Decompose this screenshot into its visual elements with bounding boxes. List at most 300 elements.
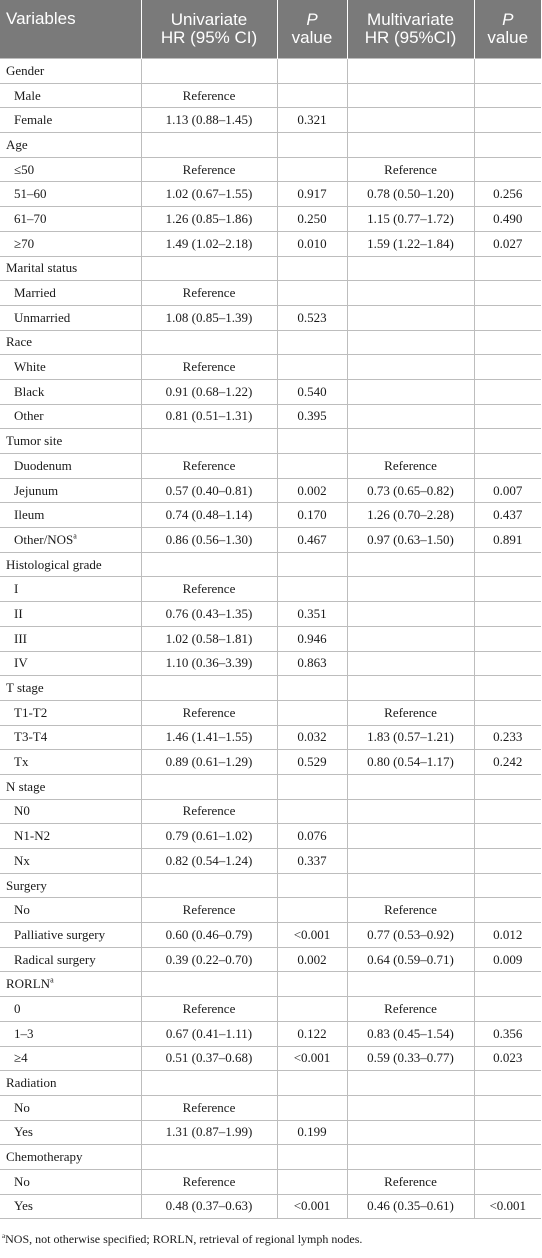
univariate-hr xyxy=(141,774,277,799)
univariate-p-value xyxy=(277,59,347,84)
variable-label xyxy=(0,379,141,404)
multivariate-hr: 1.15 (0.77–1.72) xyxy=(347,207,474,232)
variable-text: Histological grade xyxy=(6,556,102,572)
multivariate-hr xyxy=(347,799,474,824)
multivariate-hr xyxy=(347,1095,474,1120)
table-row xyxy=(0,454,541,479)
multivariate-p-value xyxy=(474,774,541,799)
univariate-hr: 0.67 (0.41–1.11) xyxy=(141,1021,277,1046)
multivariate-hr xyxy=(347,552,474,577)
multivariate-p-value xyxy=(474,626,541,651)
variable-label xyxy=(0,454,141,479)
univariate-p-value: <0.001 xyxy=(277,1194,347,1219)
univariate-p-value xyxy=(277,133,347,158)
univariate-hr: Reference xyxy=(141,157,277,182)
variable-text: RORLN xyxy=(6,976,51,992)
multivariate-hr xyxy=(347,108,474,133)
multivariate-hr xyxy=(347,256,474,281)
footnote-marker: a xyxy=(73,531,77,541)
multivariate-p-value xyxy=(474,429,541,454)
multivariate-p-value xyxy=(474,972,541,997)
univariate-hr xyxy=(141,330,277,355)
variable-label xyxy=(0,83,141,108)
multivariate-hr xyxy=(347,429,474,454)
variable-text: 1–3 xyxy=(14,1025,34,1041)
univariate-hr: 1.02 (0.67–1.55) xyxy=(141,182,277,207)
univariate-p-value: 0.250 xyxy=(277,207,347,232)
table-row xyxy=(0,281,541,306)
footnote xyxy=(2,1232,362,1247)
multivariate-p-value xyxy=(474,157,541,182)
variable-text: Other/NOS xyxy=(14,531,74,547)
variable-text: Married xyxy=(14,285,56,301)
univariate-p-value: 0.199 xyxy=(277,1120,347,1145)
variable-text: Male xyxy=(14,87,41,103)
univariate-hr: 0.74 (0.48–1.14) xyxy=(141,503,277,528)
multivariate-hr: Reference xyxy=(347,997,474,1022)
variable-label xyxy=(0,923,141,948)
group-row xyxy=(0,774,541,799)
univariate-p-value: 0.351 xyxy=(277,602,347,627)
group-row xyxy=(0,256,541,281)
multivariate-hr xyxy=(347,651,474,676)
multivariate-hr xyxy=(347,676,474,701)
univariate-p-value xyxy=(277,1071,347,1096)
multivariate-p-value xyxy=(474,849,541,874)
group-row xyxy=(0,59,541,84)
variable-label xyxy=(0,725,141,750)
variable-text: Radiation xyxy=(6,1075,57,1091)
univariate-p-value: 0.170 xyxy=(277,503,347,528)
header-p-value-multivariate: P value xyxy=(474,0,541,59)
univariate-p-value xyxy=(277,281,347,306)
variable-text: N1-N2 xyxy=(14,828,51,844)
univariate-hr: 1.49 (1.02–2.18) xyxy=(141,231,277,256)
variable-label xyxy=(0,774,141,799)
multivariate-p-value xyxy=(474,1145,541,1170)
multivariate-hr xyxy=(347,824,474,849)
variable-text: No xyxy=(14,1099,30,1115)
header-p-value-univariate: P value xyxy=(277,0,347,59)
univariate-p-value xyxy=(277,429,347,454)
variable-label xyxy=(0,997,141,1022)
univariate-p-value: 0.540 xyxy=(277,379,347,404)
table-row xyxy=(0,898,541,923)
table-row xyxy=(0,1194,541,1219)
univariate-hr xyxy=(141,256,277,281)
univariate-hr: Reference xyxy=(141,898,277,923)
multivariate-hr xyxy=(347,972,474,997)
header-multivariate: Multivariate HR (95%CI) xyxy=(347,0,474,59)
variable-text: Nx xyxy=(14,852,30,868)
univariate-p-value: 0.395 xyxy=(277,404,347,429)
univariate-p-value xyxy=(277,355,347,380)
variable-text: Palliative surgery xyxy=(14,926,106,942)
variable-text: Race xyxy=(6,334,32,350)
multivariate-hr: 0.77 (0.53–0.92) xyxy=(347,923,474,948)
univariate-p-value: 0.529 xyxy=(277,750,347,775)
multivariate-hr xyxy=(347,404,474,429)
variable-label xyxy=(0,799,141,824)
variable-text: T3-T4 xyxy=(14,729,48,745)
group-row xyxy=(0,429,541,454)
multivariate-hr: 1.26 (0.70–2.28) xyxy=(347,503,474,528)
multivariate-p-value xyxy=(474,355,541,380)
multivariate-p-value xyxy=(474,1095,541,1120)
univariate-p-value xyxy=(277,330,347,355)
multivariate-hr xyxy=(347,355,474,380)
univariate-hr xyxy=(141,133,277,158)
table-body xyxy=(0,59,541,1219)
univariate-p-value xyxy=(277,577,347,602)
univariate-p-value xyxy=(277,676,347,701)
group-row xyxy=(0,133,541,158)
univariate-hr: 0.82 (0.54–1.24) xyxy=(141,849,277,874)
variable-label xyxy=(0,626,141,651)
multivariate-p-value xyxy=(474,256,541,281)
univariate-hr: 1.31 (0.87–1.99) xyxy=(141,1120,277,1145)
variable-label xyxy=(0,824,141,849)
variable-text: II xyxy=(14,605,23,621)
footnote-marker: a xyxy=(2,1232,6,1240)
multivariate-p-value: 0.242 xyxy=(474,750,541,775)
table-header xyxy=(0,0,541,59)
multivariate-hr: Reference xyxy=(347,700,474,725)
variable-text: White xyxy=(14,359,46,375)
univariate-p-value: 0.076 xyxy=(277,824,347,849)
variable-label xyxy=(0,528,141,553)
variable-label xyxy=(0,1194,141,1219)
variable-label xyxy=(0,1169,141,1194)
multivariate-hr: 0.73 (0.65–0.82) xyxy=(347,478,474,503)
univariate-hr: 0.81 (0.51–1.31) xyxy=(141,404,277,429)
multivariate-p-value: 0.490 xyxy=(474,207,541,232)
univariate-hr: Reference xyxy=(141,700,277,725)
multivariate-hr: 0.59 (0.33–0.77) xyxy=(347,1046,474,1071)
univariate-hr: 1.46 (1.41–1.55) xyxy=(141,725,277,750)
variable-text: I xyxy=(14,581,19,597)
group-row xyxy=(0,873,541,898)
multivariate-p-value xyxy=(474,305,541,330)
multivariate-p-value xyxy=(474,602,541,627)
univariate-p-value xyxy=(277,157,347,182)
multivariate-p-value xyxy=(474,552,541,577)
variable-text: ≥70 xyxy=(14,235,35,251)
univariate-hr xyxy=(141,972,277,997)
table-row xyxy=(0,379,541,404)
univariate-p-value: <0.001 xyxy=(277,1046,347,1071)
univariate-hr: Reference xyxy=(141,799,277,824)
univariate-p-value: 0.946 xyxy=(277,626,347,651)
group-row xyxy=(0,676,541,701)
variable-text: Surgery xyxy=(6,877,47,893)
univariate-p-value: 0.122 xyxy=(277,1021,347,1046)
multivariate-hr xyxy=(347,59,474,84)
variable-label xyxy=(0,1046,141,1071)
header-univariate: Univariate HR (95% CI) xyxy=(141,0,277,59)
variable-text: Chemotherapy xyxy=(6,1149,83,1165)
variable-text: Black xyxy=(14,383,45,399)
variable-label xyxy=(0,750,141,775)
univariate-p-value xyxy=(277,454,347,479)
table-row xyxy=(0,750,541,775)
table-row xyxy=(0,157,541,182)
multivariate-hr xyxy=(347,1120,474,1145)
univariate-p-value xyxy=(277,1095,347,1120)
univariate-p-value: 0.863 xyxy=(277,651,347,676)
variable-label xyxy=(0,503,141,528)
multivariate-hr: 0.64 (0.59–0.71) xyxy=(347,947,474,972)
univariate-hr: 0.86 (0.56–1.30) xyxy=(141,528,277,553)
multivariate-p-value: 0.891 xyxy=(474,528,541,553)
table-row xyxy=(0,725,541,750)
multivariate-p-value xyxy=(474,700,541,725)
multivariate-hr: 0.46 (0.35–0.61) xyxy=(347,1194,474,1219)
variable-text: 0 xyxy=(14,1000,21,1016)
multivariate-p-value: 0.023 xyxy=(474,1046,541,1071)
variable-label xyxy=(0,330,141,355)
variable-label xyxy=(0,355,141,380)
variable-label xyxy=(0,577,141,602)
table-row xyxy=(0,478,541,503)
multivariate-p-value xyxy=(474,133,541,158)
univariate-hr: 0.79 (0.61–1.02) xyxy=(141,824,277,849)
variable-text: Tx xyxy=(14,754,29,770)
univariate-hr: Reference xyxy=(141,83,277,108)
table-row xyxy=(0,923,541,948)
multivariate-p-value xyxy=(474,799,541,824)
univariate-hr xyxy=(141,1071,277,1096)
variable-label xyxy=(0,947,141,972)
variable-text: Female xyxy=(14,112,53,128)
table-row xyxy=(0,207,541,232)
multivariate-hr: 0.97 (0.63–1.50) xyxy=(347,528,474,553)
table-row xyxy=(0,626,541,651)
table-row xyxy=(0,1021,541,1046)
multivariate-p-value xyxy=(474,651,541,676)
variable-text: Duodenum xyxy=(14,457,72,473)
univariate-hr: Reference xyxy=(141,997,277,1022)
group-row xyxy=(0,1071,541,1096)
group-row xyxy=(0,1145,541,1170)
multivariate-hr xyxy=(347,602,474,627)
univariate-hr xyxy=(141,59,277,84)
multivariate-hr: Reference xyxy=(347,898,474,923)
multivariate-p-value xyxy=(474,1071,541,1096)
multivariate-p-value xyxy=(474,454,541,479)
multivariate-hr xyxy=(347,133,474,158)
variable-text: III xyxy=(14,630,27,646)
table-row xyxy=(0,1120,541,1145)
univariate-p-value: 0.523 xyxy=(277,305,347,330)
variable-text: ≤50 xyxy=(14,161,35,177)
univariate-p-value xyxy=(277,972,347,997)
multivariate-p-value: 0.009 xyxy=(474,947,541,972)
univariate-p-value xyxy=(277,898,347,923)
univariate-hr: 0.76 (0.43–1.35) xyxy=(141,602,277,627)
table-row xyxy=(0,1169,541,1194)
group-row xyxy=(0,552,541,577)
variable-label xyxy=(0,651,141,676)
variable-text: Yes xyxy=(14,1124,33,1140)
variable-text: IV xyxy=(14,655,28,671)
variable-text: N0 xyxy=(14,803,30,819)
multivariate-hr xyxy=(347,379,474,404)
multivariate-hr xyxy=(347,83,474,108)
univariate-p-value: 0.467 xyxy=(277,528,347,553)
table-row xyxy=(0,602,541,627)
variable-label xyxy=(0,552,141,577)
univariate-p-value: 0.032 xyxy=(277,725,347,750)
variable-label xyxy=(0,231,141,256)
variable-text: 61–70 xyxy=(14,210,47,226)
variable-label xyxy=(0,305,141,330)
multivariate-p-value xyxy=(474,83,541,108)
multivariate-p-value xyxy=(474,108,541,133)
multivariate-p-value: 0.437 xyxy=(474,503,541,528)
multivariate-p-value: 0.233 xyxy=(474,725,541,750)
multivariate-p-value xyxy=(474,577,541,602)
header-variables: Variables xyxy=(0,0,141,59)
variable-label xyxy=(0,133,141,158)
variable-text: T stage xyxy=(6,680,44,696)
univariate-hr: 0.89 (0.61–1.29) xyxy=(141,750,277,775)
variable-text: ≥4 xyxy=(14,1050,28,1066)
univariate-hr: Reference xyxy=(141,454,277,479)
univariate-hr xyxy=(141,676,277,701)
multivariate-p-value xyxy=(474,1120,541,1145)
variable-label xyxy=(0,1095,141,1120)
multivariate-p-value: <0.001 xyxy=(474,1194,541,1219)
variable-text: Gender xyxy=(6,62,45,78)
multivariate-hr: 1.83 (0.57–1.21) xyxy=(347,725,474,750)
multivariate-hr xyxy=(347,774,474,799)
univariate-hr: 0.48 (0.37–0.63) xyxy=(141,1194,277,1219)
multivariate-hr xyxy=(347,305,474,330)
table-row xyxy=(0,355,541,380)
variable-label xyxy=(0,281,141,306)
univariate-p-value xyxy=(277,1145,347,1170)
multivariate-hr: 1.59 (1.22–1.84) xyxy=(347,231,474,256)
table-row xyxy=(0,182,541,207)
variable-label xyxy=(0,1120,141,1145)
multivariate-hr xyxy=(347,281,474,306)
univariate-hr: 1.26 (0.85–1.86) xyxy=(141,207,277,232)
multivariate-hr xyxy=(347,330,474,355)
univariate-p-value: 0.002 xyxy=(277,947,347,972)
univariate-hr: Reference xyxy=(141,1169,277,1194)
univariate-hr: Reference xyxy=(141,1095,277,1120)
univariate-p-value xyxy=(277,700,347,725)
multivariate-hr xyxy=(347,577,474,602)
table-row xyxy=(0,108,541,133)
univariate-p-value xyxy=(277,799,347,824)
variable-label xyxy=(0,59,141,84)
univariate-hr: Reference xyxy=(141,355,277,380)
multivariate-hr: 0.83 (0.45–1.54) xyxy=(347,1021,474,1046)
univariate-p-value xyxy=(277,1169,347,1194)
variable-label xyxy=(0,1021,141,1046)
variable-text: N stage xyxy=(6,778,46,794)
table-row xyxy=(0,305,541,330)
multivariate-p-value xyxy=(474,281,541,306)
variable-text: No xyxy=(14,902,30,918)
table-row xyxy=(0,503,541,528)
table-row xyxy=(0,231,541,256)
univariate-p-value: 0.002 xyxy=(277,478,347,503)
variable-label xyxy=(0,972,141,997)
multivariate-hr xyxy=(347,1145,474,1170)
variable-label xyxy=(0,1071,141,1096)
multivariate-p-value xyxy=(474,379,541,404)
univariate-hr: 1.13 (0.88–1.45) xyxy=(141,108,277,133)
table-row xyxy=(0,947,541,972)
univariate-p-value: <0.001 xyxy=(277,923,347,948)
multivariate-p-value xyxy=(474,824,541,849)
univariate-hr xyxy=(141,1145,277,1170)
variable-label xyxy=(0,108,141,133)
variable-label xyxy=(0,676,141,701)
univariate-hr: 1.10 (0.36–3.39) xyxy=(141,651,277,676)
univariate-hr: 0.51 (0.37–0.68) xyxy=(141,1046,277,1071)
multivariate-hr xyxy=(347,849,474,874)
multivariate-p-value xyxy=(474,997,541,1022)
univariate-hr xyxy=(141,552,277,577)
multivariate-p-value xyxy=(474,404,541,429)
variable-text: Tumor site xyxy=(6,433,63,449)
multivariate-hr xyxy=(347,1071,474,1096)
multivariate-p-value xyxy=(474,330,541,355)
univariate-p-value: 0.337 xyxy=(277,849,347,874)
multivariate-p-value xyxy=(474,873,541,898)
univariate-hr: 0.60 (0.46–0.79) xyxy=(141,923,277,948)
variable-label xyxy=(0,602,141,627)
variable-label xyxy=(0,429,141,454)
univariate-p-value: 0.917 xyxy=(277,182,347,207)
variable-text: Unmarried xyxy=(14,309,71,325)
table-row xyxy=(0,404,541,429)
table-row xyxy=(0,997,541,1022)
group-row xyxy=(0,330,541,355)
variable-text: Jejunum xyxy=(14,482,59,498)
multivariate-hr: 0.80 (0.54–1.17) xyxy=(347,750,474,775)
footnote-text: NOS, not otherwise specified; RORLN, retrieval of regional lymph nodes. xyxy=(5,1232,363,1246)
variable-label xyxy=(0,207,141,232)
multivariate-p-value xyxy=(474,898,541,923)
univariate-hr: Reference xyxy=(141,281,277,306)
table-row xyxy=(0,700,541,725)
univariate-p-value xyxy=(277,774,347,799)
multivariate-hr: Reference xyxy=(347,157,474,182)
table-row xyxy=(0,799,541,824)
multivariate-hr xyxy=(347,873,474,898)
variable-text: T1-T2 xyxy=(14,704,48,720)
variable-label xyxy=(0,700,141,725)
multivariate-p-value: 0.012 xyxy=(474,923,541,948)
variable-label xyxy=(0,404,141,429)
variable-label xyxy=(0,873,141,898)
multivariate-hr xyxy=(347,626,474,651)
univariate-p-value: 0.321 xyxy=(277,108,347,133)
table-row xyxy=(0,1046,541,1071)
variable-text: Other xyxy=(14,408,44,424)
univariate-p-value xyxy=(277,83,347,108)
univariate-p-value xyxy=(277,873,347,898)
multivariate-hr: Reference xyxy=(347,1169,474,1194)
table-row xyxy=(0,83,541,108)
table-row xyxy=(0,1095,541,1120)
variable-label xyxy=(0,1145,141,1170)
